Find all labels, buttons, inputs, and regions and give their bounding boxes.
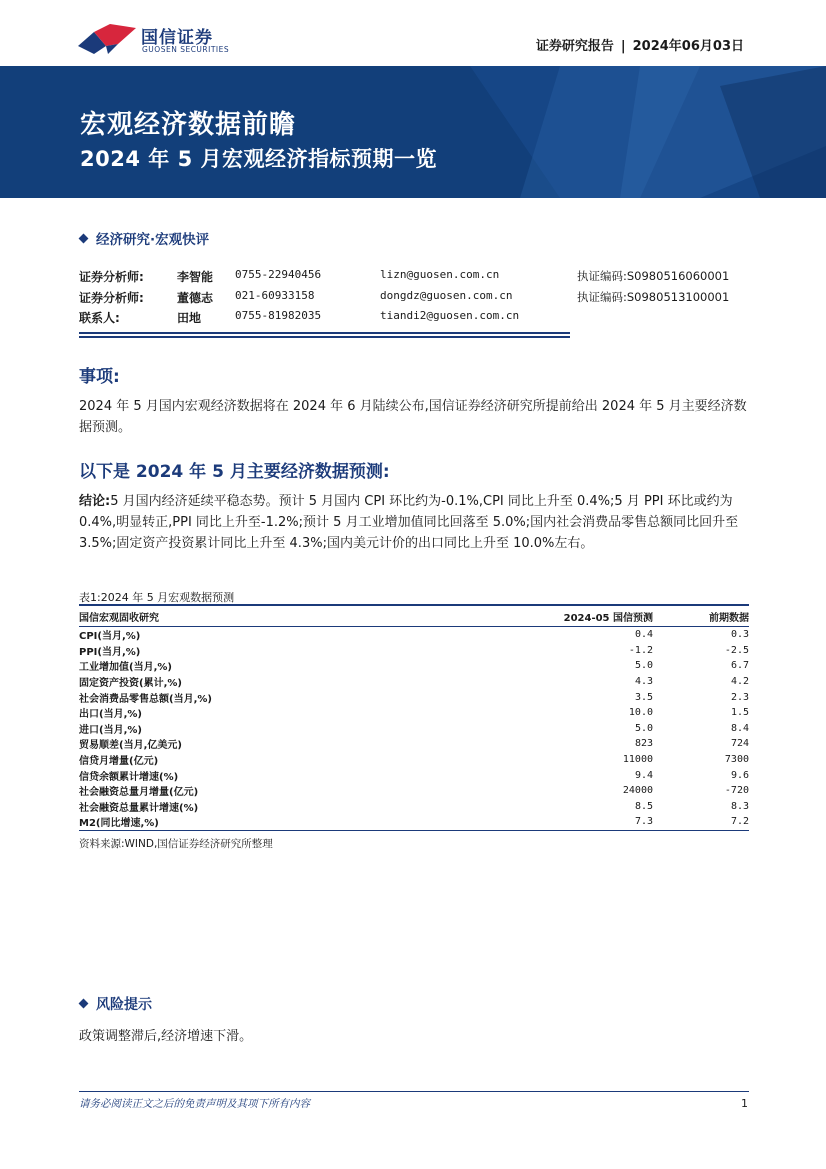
table-row [79, 736, 749, 752]
contact-phone: 0755-81982035 [235, 309, 322, 322]
forecast-cell: 5.0 [634, 722, 653, 734]
analyst-row [79, 268, 749, 286]
matters-paragraph: 2024 年 5 月国内宏观经济数据将在 2024 年 6 月陆续公布,国信证券经济研究所提前给出 2024 年 5 月主要经济数据预测。 [79, 399, 747, 435]
logo-chinese-name: 国信证券 [141, 28, 213, 48]
table-row [79, 705, 749, 721]
meta-separator: | [620, 39, 626, 54]
indicator-cell: CPI(当月,%) [79, 631, 141, 643]
footer-divider [79, 1091, 749, 1092]
contact-email[interactable]: tiandi2@guosen.com.cn [380, 309, 520, 322]
section-heading-risk [78, 994, 152, 1014]
analyst-phone: 0755-22940456 [235, 268, 322, 281]
previous-cell: -720 [724, 785, 749, 797]
analyst-role: 证券分析师: [79, 270, 144, 284]
forecast-cell: 3.5 [634, 691, 653, 703]
risk-text: 政策调整滞后,经济增速下滑。 [79, 1029, 253, 1044]
conclusion-text: 5 月国内经济延续平稳态势。预计 5 月国内 CPI 环比约为-0.1%,CPI 同比上升至 0.4%;5 月 PPI 环比或约为 0.4%,明显转正,PPI 同比上升至-1.2%;预计 5 月工业增加值同比回落至 5.0%;国内社会消费品零售总额同比回升至 3.5%;固定资产投资累计同比上升至 4.3%;国内美元计价的出口同比上升至 10.0%左右。 [79, 494, 739, 551]
previous-cell: -2.5 [724, 644, 749, 656]
guosen-logo-icon [78, 24, 136, 54]
previous-cell: 724 [730, 738, 749, 750]
previous-cell: 6.7 [730, 660, 749, 672]
contact-role: 联系人: [79, 311, 120, 325]
table-header-row [79, 605, 749, 627]
section-heading-forecast: 以下是 2024 年 5 月主要经济数据预测: [79, 462, 390, 482]
table-source: 资料来源:WIND,国信证券经济研究所整理 [79, 838, 273, 850]
forecast-cell: 5.0 [634, 660, 653, 672]
forecast-cell: 8.5 [634, 800, 653, 812]
previous-cell: 4.2 [730, 676, 749, 688]
report-type: 证券研究报告 [535, 39, 614, 54]
risk-heading-label: 风险提示 [96, 997, 152, 1013]
table-header: 国信宏观固收研究 [79, 605, 479, 627]
indicator-cell: 工业增加值(当月,%) [79, 662, 172, 674]
analyst-row [79, 309, 749, 327]
page-number: 1 [741, 1097, 748, 1110]
indicator-cell: 社会融资总量月增量(亿元) [79, 787, 199, 799]
table-row [79, 783, 749, 799]
analyst-cert: 执证编码:S0980516060001 [577, 269, 730, 283]
table-header: 前期数据 [653, 605, 749, 627]
previous-cell: 2.3 [730, 691, 749, 703]
forecast-cell: 823 [634, 738, 653, 750]
footer-disclaimer: 请务必阅读正文之后的免责声明及其项下所有内容 [79, 1098, 310, 1110]
indicator-cell: 信贷月增量(亿元) [79, 756, 159, 768]
previous-cell: 9.6 [730, 769, 749, 781]
indicator-cell: 出口(当月,%) [79, 709, 142, 721]
indicator-cell: M2(同比增速,%) [79, 814, 479, 830]
forecast-cell: 10.0 [628, 707, 653, 719]
table-row [79, 674, 749, 690]
indicator-cell: PPI(当月,%) [79, 646, 141, 658]
forecast-cell: 24000 [622, 785, 653, 797]
indicator-cell: 社会消费品零售总额(当月,%) [79, 693, 212, 705]
indicator-cell: 贸易顺差(当月,亿美元) [79, 740, 182, 752]
table-row [79, 658, 749, 674]
forecast-cell: 0.4 [634, 629, 653, 641]
page-title: 宏观经济数据前瞻 [80, 110, 297, 140]
analyst-row [79, 289, 749, 307]
previous-cell: 7.2 [653, 814, 749, 830]
table-header: 2024-05 国信预测 [479, 605, 653, 627]
analyst-cert: 执证编码:S0980513100001 [577, 290, 730, 304]
table-row [79, 799, 749, 815]
table-caption: 表1:2024 年 5 月宏观数据预测 [79, 591, 235, 604]
table-row [79, 627, 749, 643]
diamond-bullet-icon [79, 999, 89, 1009]
previous-cell: 1.5 [730, 707, 749, 719]
conclusion-label: 结论: [79, 494, 111, 509]
table-row [79, 814, 749, 830]
table-row [79, 643, 749, 659]
report-meta [536, 35, 744, 54]
section-heading-matters: 事项: [79, 367, 120, 387]
conclusion-paragraph [79, 491, 751, 554]
divider [79, 336, 570, 338]
forecast-cell: 9.4 [634, 769, 653, 781]
table-row [79, 752, 749, 768]
forecast-cell: 7.3 [479, 814, 653, 830]
analyst-email[interactable]: lizn@guosen.com.cn [380, 268, 500, 281]
analyst-phone: 021-60933158 [235, 289, 315, 302]
indicator-cell: 进口(当月,%) [79, 724, 142, 736]
previous-cell: 8.4 [730, 722, 749, 734]
report-category [78, 228, 209, 248]
previous-cell: 0.3 [730, 629, 749, 641]
indicator-cell: 社会融资总量累计增速(%) [79, 802, 199, 814]
page-subtitle: 2024 年 5 月宏观经济指标预期一览 [80, 147, 437, 171]
table-row [79, 767, 749, 783]
forecast-table [79, 604, 749, 831]
previous-cell: 8.3 [730, 800, 749, 812]
previous-cell: 7300 [724, 754, 749, 766]
analyst-name: 李智能 [177, 270, 214, 284]
analyst-role: 证券分析师: [79, 291, 144, 305]
table-row [79, 721, 749, 737]
forecast-cell: 4.3 [634, 676, 653, 688]
indicator-cell: 信贷余额累计增速(%) [79, 771, 179, 783]
report-date: 2024年06月03日 [632, 39, 744, 54]
diamond-bullet-icon [79, 234, 89, 244]
forecast-cell: 11000 [622, 754, 653, 766]
analyst-email[interactable]: dongdz@guosen.com.cn [380, 289, 513, 302]
indicator-cell: 固定资产投资(累计,%) [79, 678, 182, 690]
table-row [79, 689, 749, 705]
divider [79, 332, 570, 334]
analyst-name: 董德志 [177, 291, 214, 305]
category-label: 经济研究·宏观快评 [96, 232, 210, 248]
contact-name: 田地 [177, 311, 202, 325]
logo-english-name: GUOSEN SECURITIES [142, 45, 230, 54]
forecast-cell: -1.2 [628, 644, 653, 656]
